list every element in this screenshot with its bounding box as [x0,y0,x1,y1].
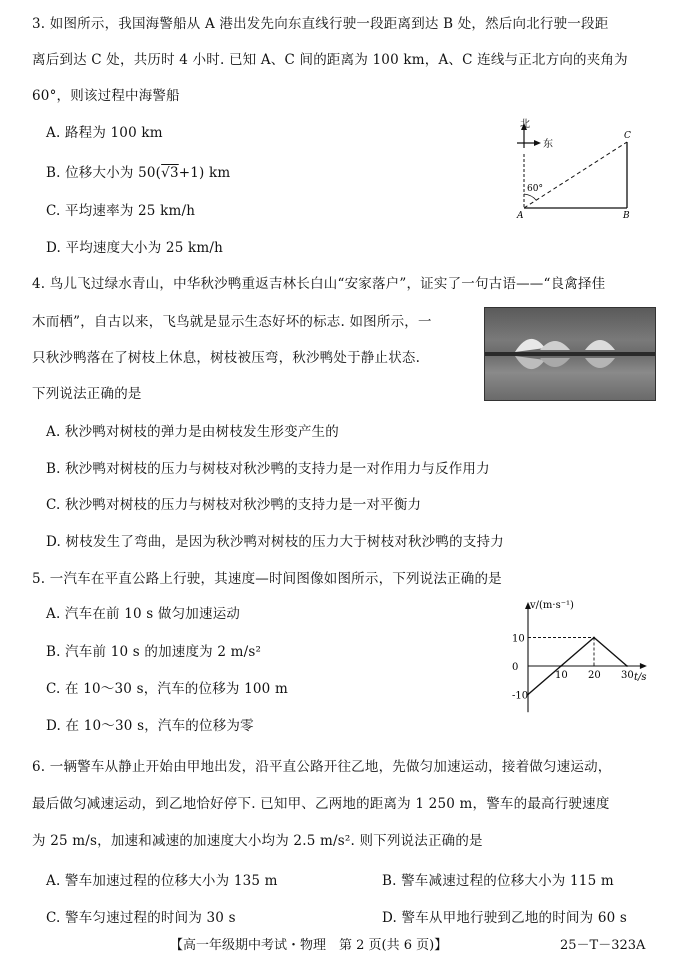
q6-option-d: D. 警车从甲地行驶到乙地的时间为 60 s [382,910,628,926]
q4-stem-line4: 下列说法正确的是 [32,386,142,402]
north-label: 北 [520,119,530,130]
bird-3-reflection [585,358,615,368]
y-axis-label: v/(m·s⁻¹) [530,600,574,611]
point-c-label: C [624,131,631,141]
q4-stem-line2: 木而栖”，自古以来，飞鸟就是显示生态好坏的标志. 如图所示，一 [32,314,432,330]
bird-2-reflection [540,358,570,367]
y-tick-label: 10 [512,633,525,645]
bird-1 [515,339,545,352]
velocity-time-chart [510,598,660,720]
q6-option-b: B. 警车减速过程的位移大小为 115 m [382,873,614,889]
q5-option-c: C. 在 10～30 s，汽车的位移为 100 m [46,681,288,697]
q3-option-a: A. 路程为 100 km [46,125,163,141]
q3-option-d: D. 平均速度大小为 25 km/h [46,240,224,256]
x-axis-label: t/s [634,672,647,683]
point-b-label: B [623,211,630,221]
q5-option-b: B. 汽车前 10 s 的加速度为 2 m/s² [46,644,262,660]
q3-option-b [46,161,230,181]
branch [485,352,655,356]
segment-ac [524,142,627,208]
y-tick-label: 0 [512,662,519,673]
footer-page-info: 【高一年级期中考试・物理 第 2 页(共 6 页)】 [170,938,448,953]
footer-code: 25－T－323A [560,938,646,953]
q3-option-b-prefix: B. 位移大小为 50( [46,165,162,181]
x-axis-arrowhead [640,663,647,669]
q4-stem-line1: 4. 鸟儿飞过绿水青山，中华秋沙鸭重返吉林长白山“安家落户”，证实了一句古语——“良禽择佳 [32,276,606,292]
q5-option-d: D. 在 10～30 s，汽车的位移为零 [46,718,254,734]
q3-option-b-suffix: +1) km [178,165,231,181]
q5-option-a: A. 汽车在前 10 s 做匀加速运动 [46,606,241,622]
q4-stem-line3: 只秋沙鸭落在了树枝上休息，树枝被压弯，秋沙鸭处于静止状态. [32,350,421,366]
q3-option-b-sqrt: √3 [161,165,179,181]
q6-stem-line1: 6. 一辆警车从静止开始由甲地出发，沿平直公路开往乙地，先做匀加速运动，接着做匀速运动， [32,759,612,775]
x-tick-label: 10 [555,670,568,681]
point-a-label: A [517,211,524,221]
q5-stem-line1: 5. 一汽车在平直公路上行驶，其速度—时间图像如图所示，下列说法正确的是 [32,571,502,587]
data-point [626,665,628,667]
q3-stem-line1: 3. 如图所示，我国海警船从 A 港出发先向东直线行驶一段距离到达 B 处，然后向北行驶一段距 [32,16,609,32]
q6-option-c: C. 警车匀速过程的时间为 30 s [46,910,236,926]
q6-stem-line2: 最后做匀减速运动，到乙地恰好停下. 已知甲、乙两地的距离为 1 250 m，警车的最高行驶速度 [32,796,610,812]
x-tick-label: 20 [588,670,601,681]
q4-option-a: A. 秋沙鸭对树枝的弹力是由树枝发生形变产生的 [46,424,339,440]
bird-2 [540,341,570,350]
merganser-photo-art [485,308,655,400]
angle-label: 60° [527,184,543,194]
q4-option-d: D. 树枝发生了弯曲，是因为秋沙鸭对树枝的压力大于树枝对秋沙鸭的支持力 [46,534,504,550]
east-arrowhead [534,140,541,146]
east-label: 东 [543,139,553,150]
q3-stem-line3: 60°，则该过程中海警船 [32,88,180,104]
x-tick-label: 30 [621,670,634,681]
q6-option-a: A. 警车加速过程的位移大小为 135 m [46,873,278,889]
bird-3 [585,340,615,350]
q3-option-c: C. 平均速率为 25 km/h [46,203,196,219]
q4-option-c: C. 秋沙鸭对树枝的压力与树枝对秋沙鸭的支持力是一对平衡力 [46,497,422,513]
angle-arc [524,194,536,200]
q4-option-b: B. 秋沙鸭对树枝的压力与树枝对秋沙鸭的支持力是一对作用力与反作用力 [46,461,490,477]
q3-stem-line2: 离后到达 C 处，共历时 4 小时. 已知 A、C 间的距离为 100 km，A、C 连线与正北方向的夹角为 [32,52,628,68]
q6-stem-line3: 为 25 m/s，加速和减速的加速度大小均为 2.5 m/s². 则下列说法正确的是 [32,833,483,849]
bird-1-reflection [515,356,545,369]
merganser-photo [484,307,656,401]
data-point [560,665,562,667]
q3-figure [505,118,655,224]
y-tick-label: -10 [512,690,529,702]
data-point [593,637,595,639]
